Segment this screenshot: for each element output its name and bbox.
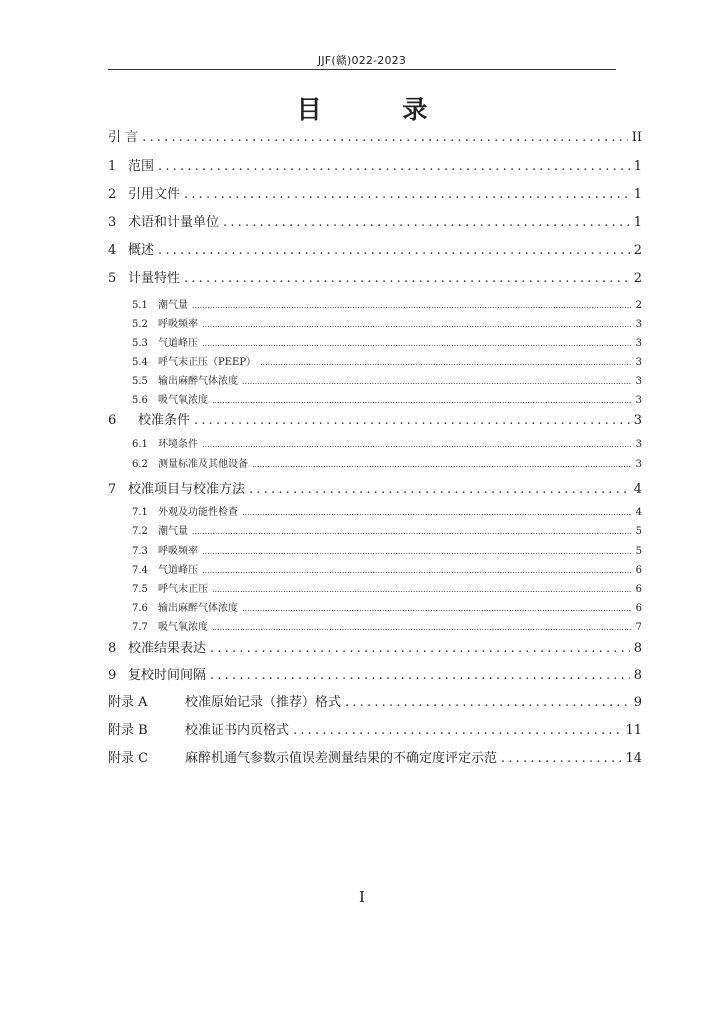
toc-entry-number: 7.7: [132, 622, 148, 632]
toc-entry-page: 3: [635, 459, 642, 469]
toc-dot-leader: [260, 358, 632, 367]
toc-dot-leader: [212, 623, 632, 632]
toc-entry-title: 吸气氧浓度: [158, 622, 208, 632]
toc-entry-title: 校准项目与校准方法: [128, 482, 246, 496]
toc-entry: [108, 580, 642, 594]
toc-dot-leader: [194, 413, 630, 427]
toc-entry-number: 附录 B: [108, 723, 148, 737]
toc-entry-page: 6: [635, 584, 642, 594]
toc-entry: [108, 561, 642, 575]
toc-dot-leader: [293, 723, 621, 737]
running-header: JJF(赣)022-2023: [317, 54, 407, 67]
toc-dot-leader: [210, 668, 630, 682]
toc-entry: [108, 267, 642, 285]
toc-entry-page: 3: [635, 338, 642, 348]
toc-entry-page: 4: [635, 507, 642, 517]
toc-entry-number: 引 言: [108, 130, 139, 144]
toc-entry-page: 6: [635, 565, 642, 575]
toc-entry-page: 3: [633, 413, 642, 427]
page-title: 目 录: [296, 95, 464, 124]
toc-entry: [108, 409, 642, 427]
toc-entry-title: 测量标准及其他设备: [158, 459, 248, 469]
toc-entry-number: 4: [108, 243, 117, 257]
toc-entry-number: 7.2: [132, 526, 148, 536]
toc-entry-title: 范围: [128, 159, 155, 173]
toc-entry: [108, 126, 642, 144]
toc-dot-leader: [202, 339, 632, 348]
toc-entry: [108, 315, 642, 329]
toc-entry: [108, 155, 642, 173]
toc-entry-title: 校准条件: [138, 413, 191, 427]
toc-entry-number: 5.1: [132, 300, 148, 310]
toc-entry-page: 3: [635, 439, 642, 449]
toc-entry-page: 2: [635, 300, 642, 310]
toc-entry-page: 14: [625, 751, 642, 765]
toc-entry-number: 7.3: [132, 546, 148, 556]
toc-entry-number: 7.5: [132, 584, 148, 594]
toc-entry-page: 4: [633, 482, 642, 496]
toc-entry-number: 5.4: [132, 357, 148, 367]
toc-entry-page: 5: [635, 526, 642, 536]
toc-entry-page: 8: [633, 668, 642, 682]
toc-entry-title: 引用文件: [128, 187, 181, 201]
toc-dot-leader: [242, 377, 632, 386]
toc-dot-leader: [345, 695, 630, 709]
toc-entry: [108, 522, 642, 536]
toc-entry-page: 9: [633, 695, 642, 709]
toc-dot-leader: [212, 396, 632, 405]
toc-dot-leader: [242, 604, 632, 613]
toc-entry-title: 概述: [128, 243, 155, 257]
toc-entry: [108, 296, 642, 310]
toc-entry-page: 3: [635, 357, 642, 367]
toc-dot-leader: [242, 508, 632, 517]
toc-entry-title: 呼气末正压: [158, 584, 208, 594]
toc-entry: [108, 691, 642, 709]
toc-entry-page: 1: [633, 215, 642, 229]
page-number: I: [359, 888, 365, 906]
toc-entry: [108, 334, 642, 348]
toc-entry-page: II: [631, 130, 642, 144]
toc-entry-title: 麻醉机通气参数示值误差测量结果的不确定度评定示范: [185, 751, 498, 765]
toc-entry-title: 计量特性: [128, 271, 181, 285]
toc-dot-leader: [223, 215, 630, 229]
toc-dot-leader: [202, 547, 632, 556]
toc-entry: [108, 719, 642, 737]
toc-dot-leader: [184, 187, 630, 201]
toc-entry-title: 输出麻醉气体浓度: [158, 376, 238, 386]
toc-dot-leader: [501, 751, 621, 765]
toc-entry-page: 3: [635, 319, 642, 329]
toc-dot-leader: [202, 566, 632, 575]
toc-entry-title: 输出麻醉气体浓度: [158, 603, 238, 613]
toc-dot-leader: [210, 641, 630, 655]
toc-entry-title: 呼气末正压（PEEP）: [158, 357, 257, 367]
toc-entry-page: 8: [633, 641, 642, 655]
toc-entry: [108, 542, 642, 556]
toc-entry-page: 2: [633, 271, 642, 285]
toc-entry: [108, 503, 642, 517]
toc-entry-number: 3: [108, 215, 117, 229]
toc-entry-number: 5: [108, 271, 117, 285]
toc-entry: [108, 183, 642, 201]
toc-entry-number: 5.3: [132, 338, 148, 348]
toc-entry-title: 潮气量: [158, 526, 188, 536]
toc-entry-title: 校准原始记录（推荐）格式: [185, 695, 342, 709]
toc-entry-number: 7: [108, 482, 117, 496]
toc-entry-page: 7: [635, 622, 642, 632]
toc-entry: [108, 435, 642, 449]
toc-dot-leader: [252, 460, 632, 469]
toc-entry-title: 呼吸频率: [158, 319, 198, 329]
toc-entry-title: 吸气氧浓度: [158, 395, 208, 405]
toc-entry: [108, 478, 642, 496]
toc-dot-leader: [212, 585, 632, 594]
toc-entry-title: 潮气量: [158, 300, 188, 310]
toc-entry-page: 2: [633, 243, 642, 257]
toc-entry-title: 环境条件: [158, 439, 198, 449]
toc-dot-leader: [202, 320, 632, 329]
toc-entry-number: 2: [108, 187, 117, 201]
toc-entry-page: 5: [635, 546, 642, 556]
toc-dot-leader: [192, 301, 632, 310]
toc-dot-leader: [202, 440, 632, 449]
toc-dot-leader: [249, 482, 630, 496]
toc-entry-title: 校准证书内页格式: [185, 723, 290, 737]
toc-entry-number: 6.2: [132, 459, 148, 469]
toc-entry-number: 8: [108, 641, 117, 655]
toc-entry: [108, 391, 642, 405]
toc-entry-page: 1: [633, 159, 642, 173]
toc-entry-page: 6: [635, 603, 642, 613]
toc-entry-number: 5.6: [132, 395, 148, 405]
toc-entry-number: 5.5: [132, 376, 148, 386]
toc-entry-number: 5.2: [132, 319, 148, 329]
toc-entry: [108, 211, 642, 229]
toc-entry: [108, 747, 642, 765]
toc-entry: [108, 239, 642, 257]
toc-entry-title: 外观及功能性检查: [158, 507, 238, 517]
toc-entry-number: 7.4: [132, 565, 148, 575]
header-rule: [108, 69, 616, 70]
toc-entry: [108, 353, 642, 367]
toc-entry-title: 术语和计量单位: [128, 215, 220, 229]
toc-entry-title: 校准结果表达: [128, 641, 207, 655]
toc-entry-number: 7.6: [132, 603, 148, 613]
toc-entry-number: 附录 A: [108, 695, 148, 709]
toc-dot-leader: [158, 243, 630, 257]
toc-dot-leader: [142, 130, 628, 144]
toc-entry-number: 9: [108, 668, 117, 682]
toc-entry-number: 7.1: [132, 507, 148, 517]
toc-entry-number: 附录 C: [108, 751, 149, 765]
toc-dot-leader: [184, 271, 630, 285]
toc-entry-title: 气道峰压: [158, 338, 198, 348]
toc-entry-page: 11: [625, 723, 642, 737]
toc-entry: [108, 664, 642, 682]
toc-entry-number: 1: [108, 159, 117, 173]
toc-dot-leader: [158, 159, 630, 173]
toc-entry-page: 1: [633, 187, 642, 201]
toc-entry-title: 呼吸频率: [158, 546, 198, 556]
toc-entry: [108, 618, 642, 632]
toc-entry: [108, 599, 642, 613]
toc-entry: [108, 455, 642, 469]
toc-entry-title: 复校时间间隔: [128, 668, 207, 682]
toc-entry-number: 6: [108, 413, 117, 427]
toc-entry: [108, 372, 642, 386]
toc-entry: [108, 637, 642, 655]
toc-entry-page: 3: [635, 376, 642, 386]
toc-entry-number: 6.1: [132, 439, 148, 449]
toc-entry-title: 气道峰压: [158, 565, 198, 575]
toc-entry-page: 3: [635, 395, 642, 405]
toc-dot-leader: [192, 527, 632, 536]
